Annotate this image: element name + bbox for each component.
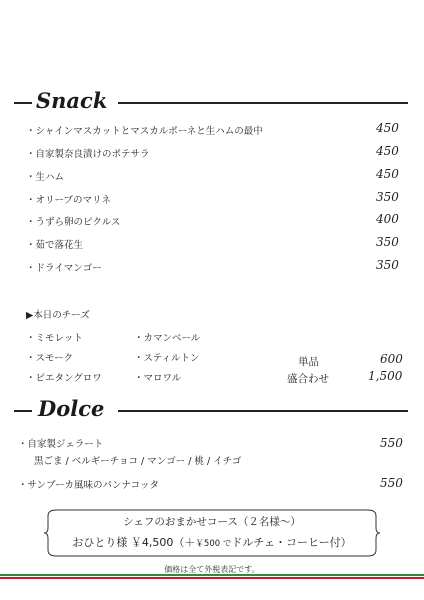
course-price-suffix: ドルチェ・コーヒー付） [231,536,352,549]
cheese-heading: ▶本日のチーズ [26,310,90,321]
cheese-combo-price: 1,500 [368,369,403,383]
cheese-item: ・カマンベール [134,333,201,344]
dolce-title: Dolce [38,396,105,421]
course-title: シェフのおまかせコース（２名様〜） [123,516,301,528]
snack-item-price: 350 [376,235,399,249]
dolce-header [0,394,424,424]
course-price-line [42,534,382,550]
cheese-single-label: 単品 [298,356,319,368]
dolce-header-rule [118,410,408,412]
snack-item-price: 450 [376,144,399,158]
cheese-combo-label: 盛合わせ [287,373,329,385]
cheese-item: ・ピエタングロワ [26,373,102,384]
green-stripe [0,574,424,576]
snack-title: Snack [36,88,108,113]
snack-item-name: ・ドライマンゴー [26,263,102,274]
snack-item-name: ・生ハム [26,172,65,183]
snack-item-price: 350 [376,258,399,272]
snack-item-price: 400 [376,212,399,226]
dolce-header-left-dash [14,410,32,412]
cheese-item: ・ミモレット [26,333,83,344]
snack-header-rule [118,102,408,104]
dolce-item-name: ・サンブーカ風味のパンナコッタ [18,480,159,491]
cheese-item: ・スティルトン [134,353,200,364]
snack-item-price: 450 [376,121,399,135]
cheese-single-price: 600 [380,352,403,366]
snack-header [0,86,424,116]
course-box [42,508,382,558]
red-stripe [0,577,424,579]
snack-item-name: ・うずら卵のピクルス [26,217,121,228]
course-price-prefix: おひとり様 ￥4,500（＋ [72,536,196,549]
cheese-item: ・スモーク [26,353,74,364]
snack-item-name: ・自家製奈良漬けのポテサラ [26,149,150,160]
snack-item-name: ・シャインマスカットとマスカルポーネと生ハムの最中 [26,126,263,137]
snack-header-left-dash [14,102,32,104]
dolce-item-flavors: 黒ごま / ベルギーチョコ / マンゴー / 桃 / イチゴ [34,456,242,467]
snack-item-price: 350 [376,190,399,204]
snack-item-price: 450 [376,167,399,181]
course-price-small: ￥500 で [195,539,232,549]
snack-item-name: ・茹で落花生 [26,240,84,251]
dolce-item-name: ・自家製ジェラート [18,439,104,450]
snack-item-name: ・オリーブのマリネ [26,195,111,206]
dolce-item-price: 550 [380,436,403,450]
tax-note: 価格は全て外税表記です。 [164,565,260,574]
dolce-item-price: 550 [380,476,403,490]
cheese-item: ・マロワル [134,373,182,384]
